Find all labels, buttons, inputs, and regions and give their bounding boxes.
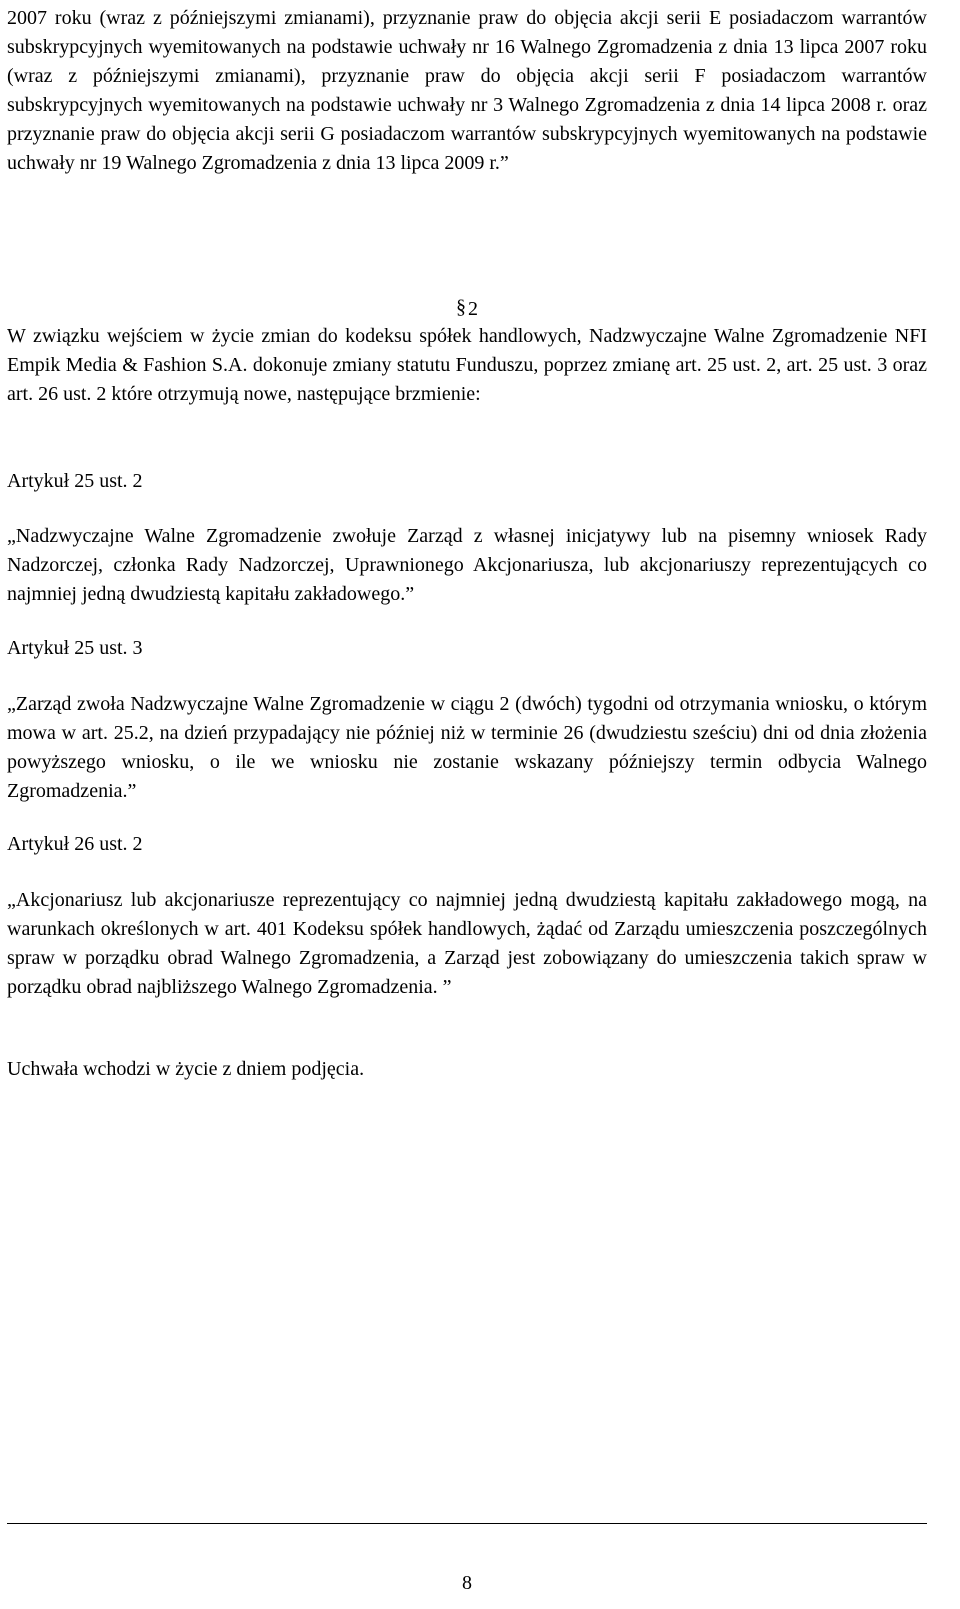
article-heading: Artykuł 25 ust. 2	[7, 470, 143, 492]
article-text: „Nadzwyczajne Walne Zgromadzenie zwołuje Zarząd z własnej inicjatywy lub na pisemny wniosek Rady Nadzorczej, członka Rady Nadzorczej, Uprawnionego Akcjonariusza, lub akcjonariuszy reprezentujących co najmniej jedną dwudziestą kapitału zakładowego.”	[7, 525, 927, 605]
closing-statement: Uchwała wchodzi w życie z dniem podjęcia.	[7, 1058, 365, 1080]
intro-paragraph: 2007 roku (wraz z późniejszymi zmianami), przyznanie praw do objęcia akcji serii E posiadaczom warrantów subskrypcyjnych wyemitowanych na podstawie uchwały nr 16 Walnego Zgromadzenia z dnia 13 lipca 2007 roku (wraz z późniejszymi zmianami), przyznanie praw do objęcia akcji serii F posiadaczom warrantów subskrypcyjnych wyemitowanych na podstawie uchwały nr 3 Walnego Zgromadzenia z dnia 14 lipca 2008 r. oraz przyznanie praw do objęcia akcji serii G posiadaczom warrantów subskrypcyjnych wyemitowanych na podstawie uchwały nr 19 Walnego Zgromadzenia z dnia 13 lipca 2009 r.”	[7, 7, 927, 174]
section-body: W związku wejściem w życie zmian do kodeksu spółek handlowych, Nadzwyczajne Walne Zgromadzenie NFI Empik Media & Fashion S.A. dokonuje zmiany statutu Funduszu, poprzez zmianę art. 25 ust. 2, art. 25 ust. 3 oraz art. 26 ust. 2 które otrzymują nowe, następujące brzmienie:	[7, 325, 927, 405]
section-heading	[7, 295, 927, 324]
article-text: „Akcjonariusz lub akcjonariusze reprezentujący co najmniej jedną dwudziestą kapitału zakładowego mogą, na warunkach określonych w art. 401 Kodeksu spółek handlowych, żądać od Zarządu umieszczenia poszczególnych spraw w porządku obrad Walnego Zgromadzenia, a Zarząd jest zobowiązany do umieszczenia takich spraw w porządku obrad najbliższego Walnego Zgromadzenia. ”	[7, 889, 927, 998]
section-number: 2	[468, 298, 478, 320]
article-heading: Artykuł 26 ust. 2	[7, 833, 143, 855]
article-text: „Zarząd zwoła Nadzwyczajne Walne Zgromadzenie w ciągu 2 (dwóch) tygodni od otrzymania wniosku, o którym mowa w art. 25.2, na dzień przypadający nie później niż w terminie 26 (dwudziestu sześciu) dni od dnia złożenia powyższego wniosku, o ile we wniosku nie zostanie wskazany późniejszy termin odbycia Walnego Zgromadzenia.”	[7, 693, 927, 802]
article-heading: Artykuł 25 ust. 3	[7, 637, 143, 659]
footer-divider	[7, 1523, 927, 1524]
section-symbol: §	[456, 296, 466, 318]
page-number: 8	[462, 1572, 472, 1594]
